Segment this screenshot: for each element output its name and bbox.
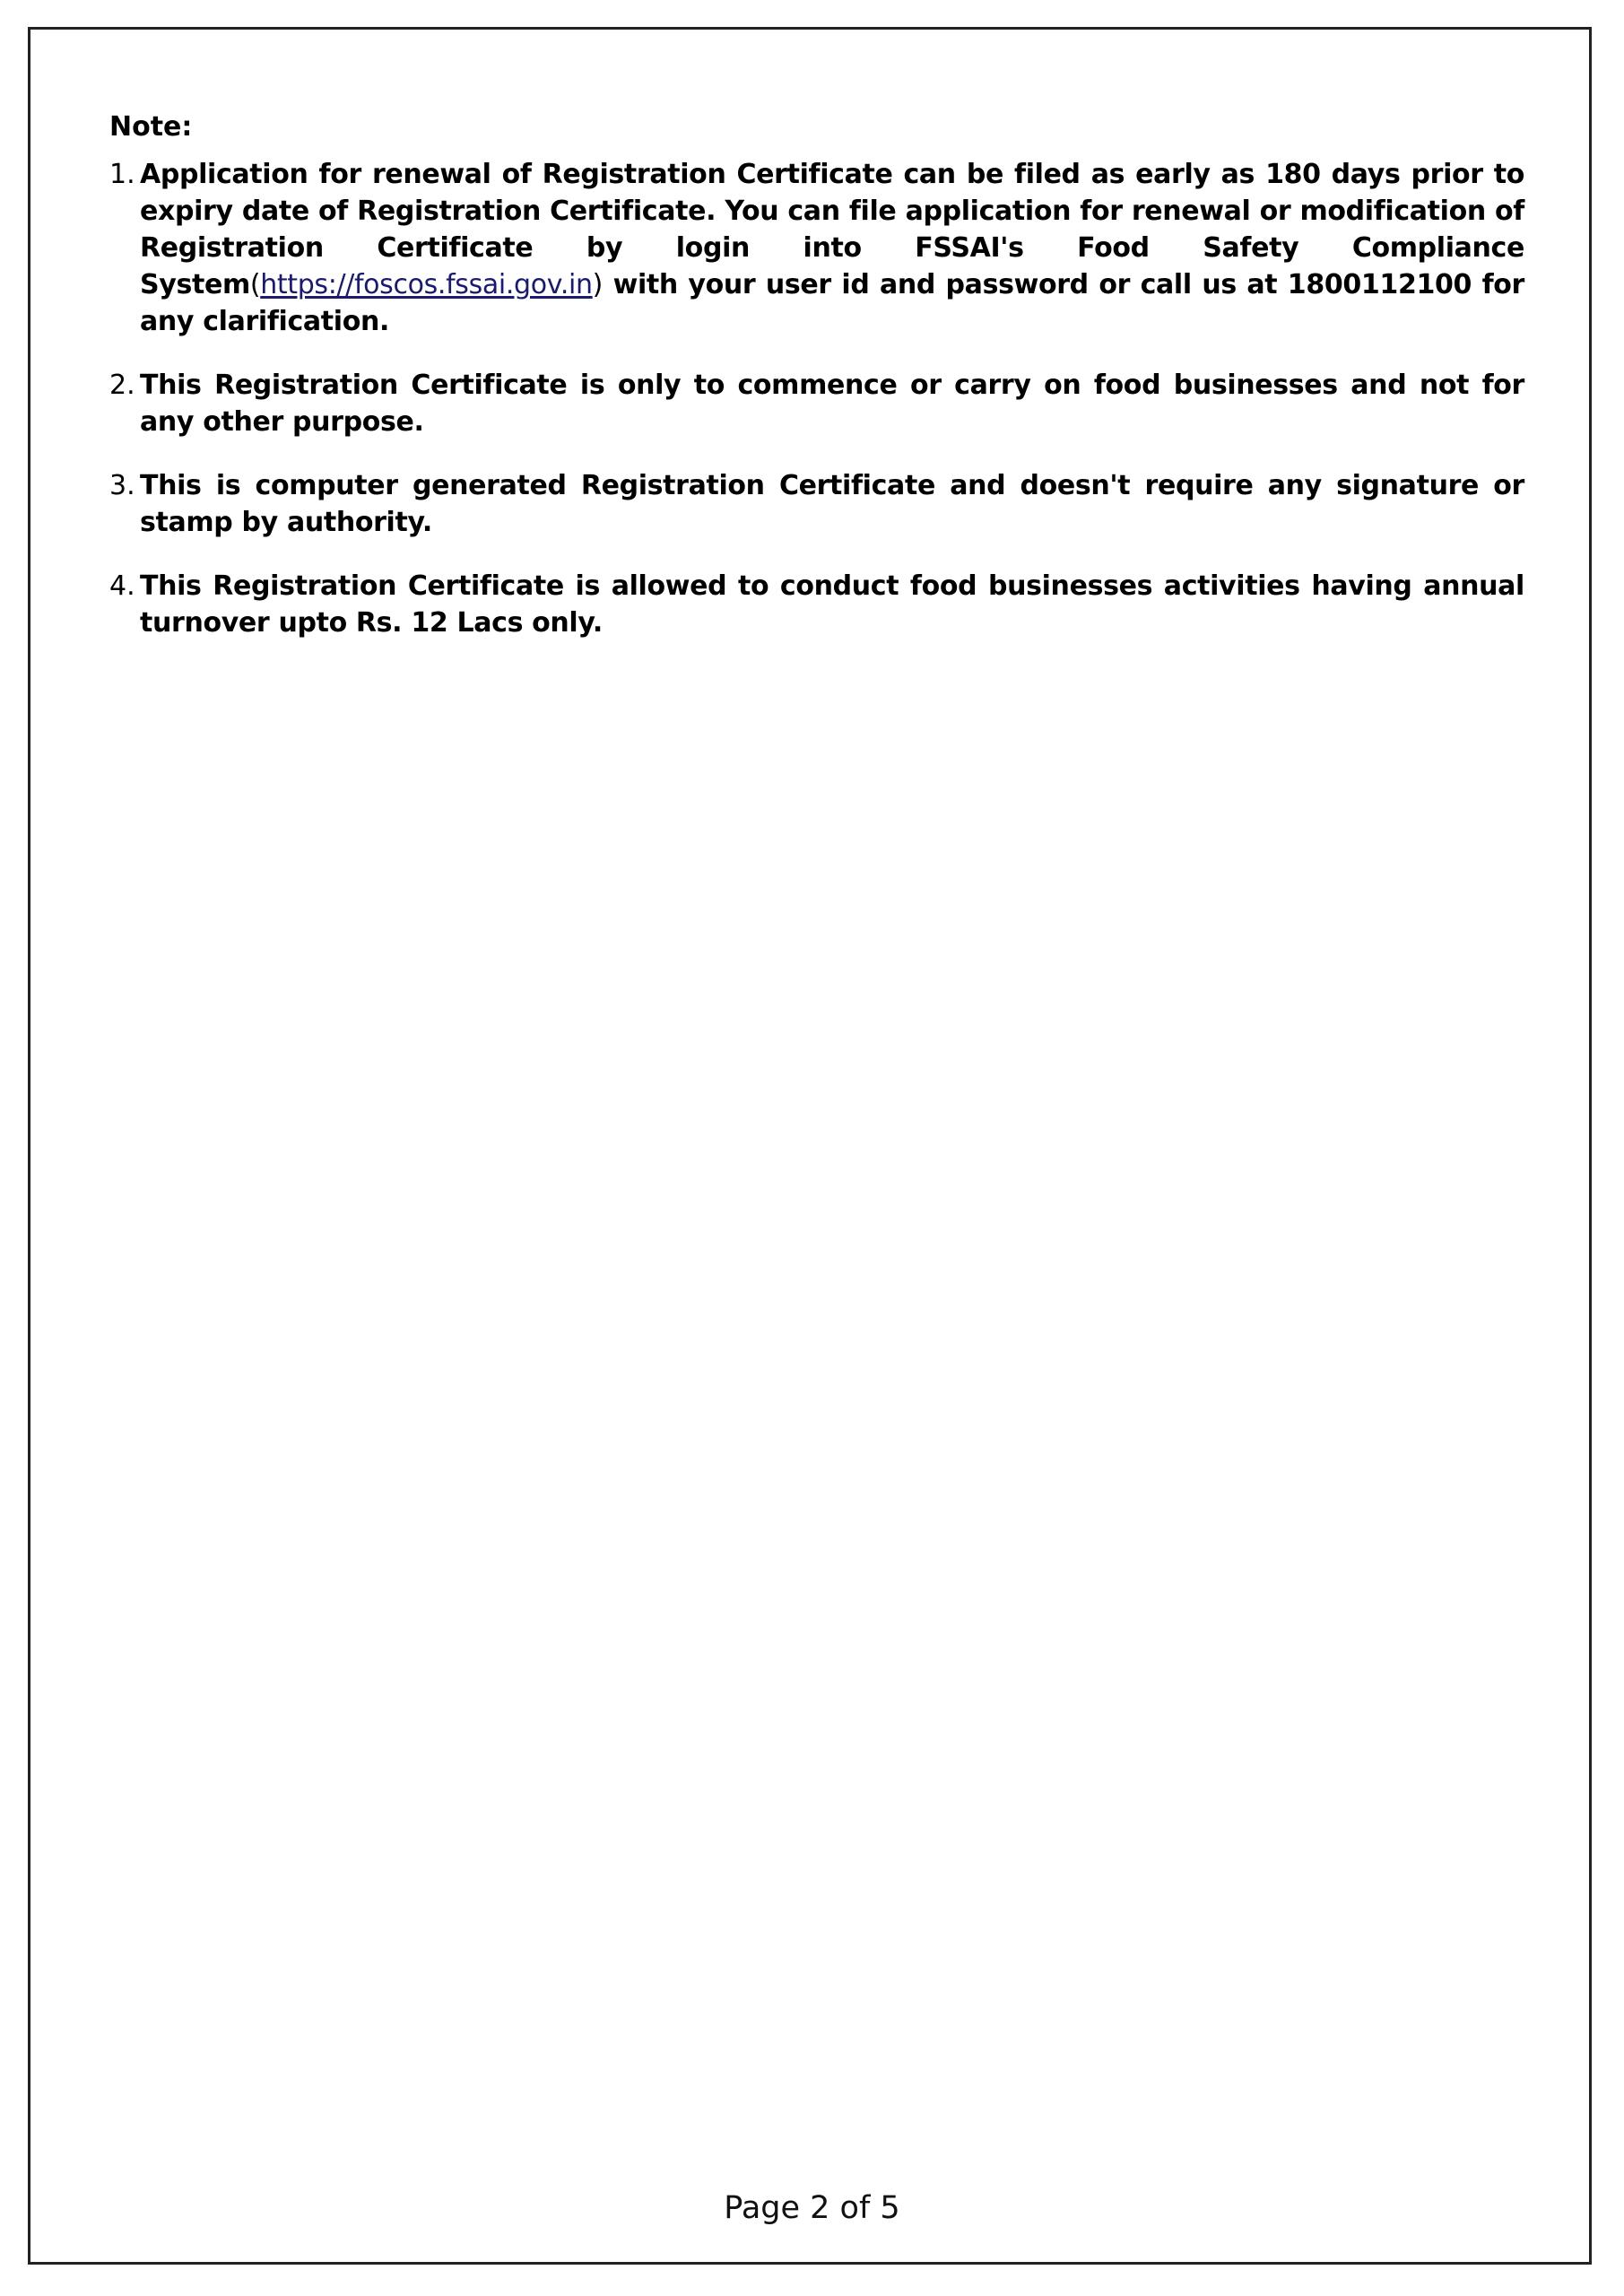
note-item-1 <box>109 156 1524 340</box>
note-text-part: Application for renewal of Registration Certificate can be filed as early as 180 days prior to expiry date of Registration Certificate. You can file application for renewal or modification of Registration Certificate by login into FSSAI's Food Safety Compliance System <box>140 159 1524 300</box>
note-number: 4. <box>109 570 135 602</box>
notes-section <box>109 109 1524 668</box>
note-item-4 <box>109 568 1524 641</box>
foscos-portal-link[interactable]: https://foscos.fssai.gov.in <box>260 269 593 300</box>
note-text: This Registration Certificate is allowed to conduct food businesses activities having annual turnover upto Rs. 12 Lacs only. <box>140 570 1524 639</box>
note-text-part: with your user id and password or call us at 1800112100 for any clarification. <box>140 269 1524 337</box>
note-heading: Note: <box>109 111 193 143</box>
notes-list <box>109 156 1524 641</box>
note-item-3 <box>109 467 1524 541</box>
note-item-2 <box>109 367 1524 440</box>
note-text: This is computer generated Registration Certificate and doesn't require any signature or stamp by authority. <box>140 470 1524 538</box>
note-text: This Registration Certificate is only to commence or carry on food businesses and not for any other purpose. <box>140 370 1524 438</box>
open-parenthesis: ( <box>249 269 261 300</box>
close-parenthesis: ) <box>592 269 604 300</box>
note-number: 3. <box>109 470 135 501</box>
note-number: 2. <box>109 370 135 401</box>
note-text <box>140 156 1524 340</box>
note-number: 1. <box>109 159 135 190</box>
page-number-footer: Page 2 of 5 <box>724 2190 900 2226</box>
